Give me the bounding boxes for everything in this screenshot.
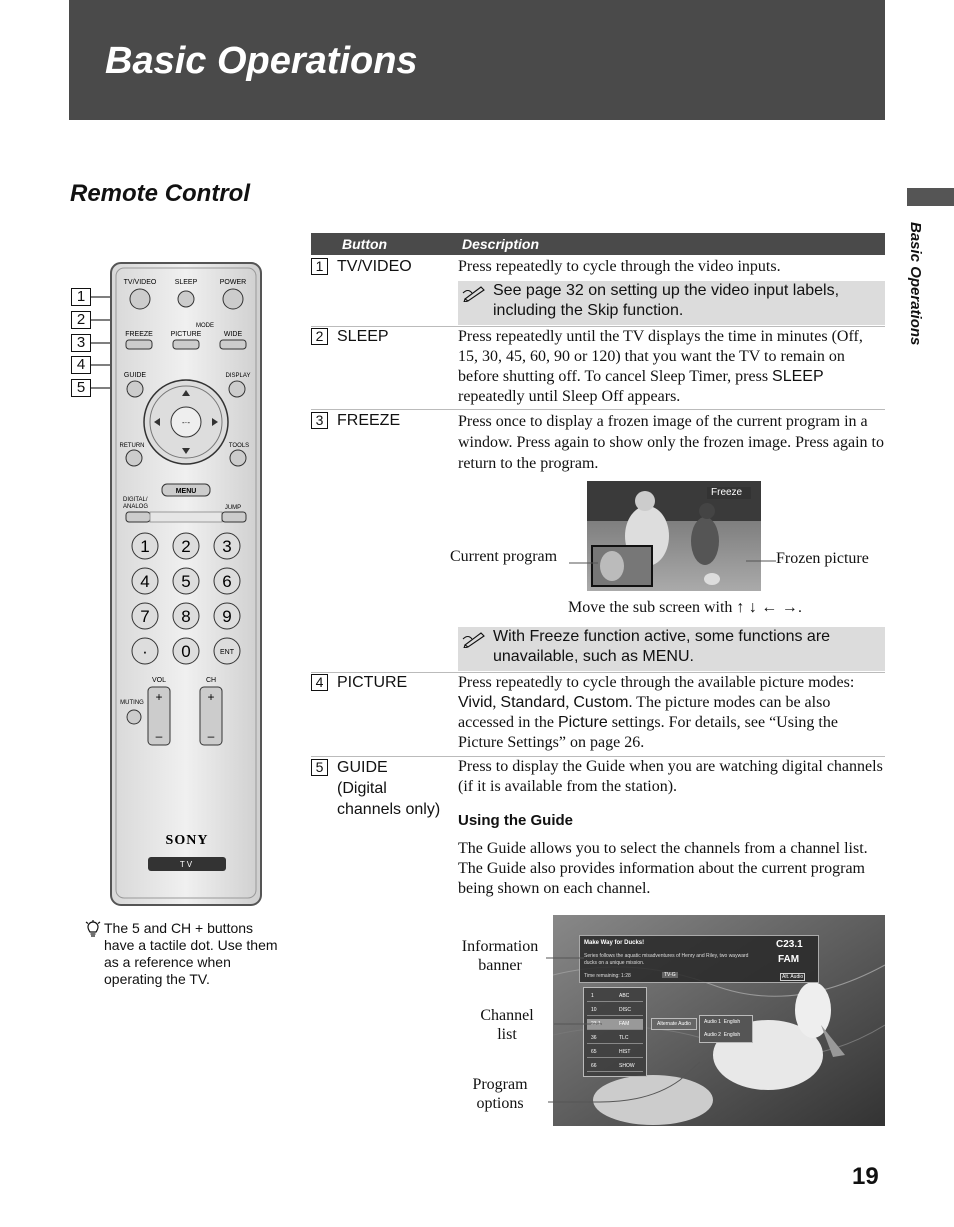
using-the-guide-heading: Using the Guide xyxy=(458,812,574,829)
lightbulb-icon xyxy=(85,920,101,938)
banner-time-remaining: Time remaining: 1:28 xyxy=(584,973,631,979)
audio-option-2: Audio 2 English xyxy=(704,1032,741,1038)
remote-label-freeze: FREEZE xyxy=(125,331,153,338)
number-key-label: 2 xyxy=(181,537,191,556)
description-picture: Press repeatedly to cycle through the available picture modes: Vivid, Standard, Custom. The picture modes can be also accessed in the Picture settings. For details, see “Using the Picture Settings” on page 26. xyxy=(458,674,855,751)
button-name-guide: GUIDE xyxy=(337,759,388,776)
guide-leader-lines xyxy=(540,950,740,1110)
freeze-indicator: Freeze xyxy=(711,487,743,498)
remote-label-mode: MODE xyxy=(196,323,214,329)
alternate-audio-option[interactable]: Alternate Audio xyxy=(651,1018,697,1030)
remote-label-picture: PICTURE xyxy=(170,331,202,338)
callout-5: 5 xyxy=(71,379,91,397)
channel-plus-label: + xyxy=(207,690,215,704)
banner-synopsis: Series follows the aquatic misadventures of Henry and Riley, two wayward ducks on a unique mission. xyxy=(584,953,749,966)
label-frozen-picture: Frozen picture xyxy=(776,550,869,567)
muting-button[interactable] xyxy=(127,710,141,724)
channel-list-item[interactable]: 65 HIST xyxy=(587,1047,643,1058)
banner-channel: C23.1 xyxy=(776,939,803,950)
banner-rating: TV-G xyxy=(664,972,676,978)
section-title: Remote Control xyxy=(70,180,250,207)
number-key-label: 1 xyxy=(140,537,150,556)
note-text: With Freeze function active, some functions are unavailable, such as MENU. xyxy=(493,628,831,665)
channel-list-item[interactable]: 23.1 FAM xyxy=(587,1019,643,1030)
row-number-5: 5 xyxy=(311,759,328,776)
label-channel-list: Channel list xyxy=(480,1007,534,1043)
audio-option-1: Audio 1 English xyxy=(704,1019,741,1025)
description-freeze: Press once to display a frozen image of the current program in a window. Press again to show only the frozen image. Press again to return to the program. xyxy=(458,413,884,472)
button-name-sleep: SLEEP xyxy=(337,328,389,345)
banner-program-title: Make Way for Ducks! xyxy=(584,940,645,946)
channel-list-item[interactable]: 10 DISC xyxy=(587,1005,643,1016)
remote-label-vol: VOL xyxy=(151,677,167,684)
volume-plus-label: + xyxy=(155,690,163,704)
wide-button[interactable] xyxy=(220,340,246,349)
number-key-label: 5 xyxy=(181,572,191,591)
jump-button[interactable] xyxy=(222,512,246,522)
chapter-header xyxy=(69,0,885,120)
number-key-label: 4 xyxy=(140,572,150,591)
callout-3: 3 xyxy=(71,334,91,352)
banner-station: FAM xyxy=(778,954,800,965)
callout-2: 2 xyxy=(71,311,91,329)
sony-logo: SONY xyxy=(165,833,209,848)
button-name-guide-qualifier-1: (Digital xyxy=(337,780,387,797)
side-section-label: Basic Operations xyxy=(907,222,924,346)
remote-label-guide: GUIDE xyxy=(123,372,147,379)
sleep-button[interactable] xyxy=(178,291,194,307)
page-number: 19 xyxy=(852,1163,879,1190)
button-name-tv-video: TV/VIDEO xyxy=(337,258,412,275)
channel-list-item[interactable]: 1 ABC xyxy=(587,991,643,1002)
digital-analog-button[interactable] xyxy=(126,512,150,522)
callout-4: 4 xyxy=(71,356,91,374)
row-number-2: 2 xyxy=(311,328,328,345)
label-information-banner: Information banner xyxy=(461,938,539,974)
freeze-button[interactable] xyxy=(126,340,152,349)
description-tv-video: Press repeatedly to cycle through the video inputs. xyxy=(458,258,781,275)
number-key-label: ENT xyxy=(220,649,234,656)
remote-label-digital-analog: DIGITAL/ ANALOG xyxy=(123,497,149,510)
button-name-guide-qualifier-2: channels only) xyxy=(337,801,441,818)
number-key-label: 9 xyxy=(222,607,232,626)
remote-label-ch: CH xyxy=(205,677,217,684)
number-key-label: 8 xyxy=(181,607,191,626)
row-number-1: 1 xyxy=(311,258,328,275)
picture-button[interactable] xyxy=(173,340,199,349)
number-key-label: 0 xyxy=(181,642,191,661)
display-button[interactable] xyxy=(229,381,245,397)
number-key-label: 7 xyxy=(140,607,150,626)
number-key-label: 6 xyxy=(222,572,232,591)
note-pencil-icon xyxy=(462,284,488,302)
banner-alt-audio: Alt. Audio xyxy=(782,974,804,980)
channel-minus-label: – xyxy=(207,729,215,743)
row-number-4: 4 xyxy=(311,674,328,691)
note-freeze xyxy=(458,627,885,671)
note-tv-video xyxy=(458,281,885,325)
number-key-label: 3 xyxy=(222,537,232,556)
button-name-picture: PICTURE xyxy=(337,674,408,691)
column-header-button: Button xyxy=(342,236,388,252)
freeze-leader-lines xyxy=(568,555,778,567)
callout-1: 1 xyxy=(71,288,91,306)
channel-list-item[interactable]: 36 TLC xyxy=(587,1033,643,1044)
tv-badge: TV xyxy=(179,860,195,869)
button-name-freeze: FREEZE xyxy=(337,412,401,429)
row-number-3: 3 xyxy=(311,412,328,429)
note-pencil-icon xyxy=(462,630,488,648)
side-tab-marker xyxy=(907,188,954,206)
remote-label-tv-video: TV/VIDEO xyxy=(123,279,157,286)
volume-minus-label: – xyxy=(155,729,163,743)
remote-label-jump: JUMP xyxy=(224,505,242,511)
remote-label-muting: MUTING xyxy=(120,700,144,706)
chapter-title: Basic Operations xyxy=(105,40,418,82)
channel-list-item[interactable]: 66 SHOW xyxy=(587,1061,643,1072)
column-header-description: Description xyxy=(462,236,540,252)
select-dot-icon: -·- xyxy=(182,418,190,427)
using-the-guide-text: The Guide allows you to select the channels from a channel list. The Guide also provides information about the current program being shown on each channel. xyxy=(458,840,868,897)
power-button[interactable] xyxy=(223,289,243,309)
remote-label-wide: WIDE xyxy=(223,331,243,338)
remote-label-tools: TOOLS xyxy=(228,443,250,449)
move-sub-screen-text: Move the sub screen with ↑ ↓ ← →. xyxy=(568,599,803,616)
tv-video-button[interactable] xyxy=(130,289,150,309)
description-sleep: Press repeatedly until the TV displays the time in minutes (Off, 15, 30, 45, 60, 90 or 120) that you want the TV to remain on before shutting off. To cancel Sleep Timer, press SLEEP repeatedly until Sleep Off appears. xyxy=(458,328,863,405)
arrow-keys-icon: ↑ ↓ ← →. xyxy=(736,599,803,616)
remote-control-illustration xyxy=(110,262,262,906)
tip-text: The 5 and CH + buttons have a tactile dot. Use them as a reference when operating the TV. xyxy=(104,920,278,987)
description-guide: Press to display the Guide when you are watching digital channels (if it is available from the station). xyxy=(458,758,883,795)
tools-button[interactable] xyxy=(230,450,246,466)
return-button[interactable] xyxy=(126,450,142,466)
number-key-label: · xyxy=(142,642,148,661)
remote-label-power: POWER xyxy=(219,279,247,286)
table-header xyxy=(311,233,885,255)
note-text: See page 32 on setting up the video input labels, including the Skip function. xyxy=(493,282,840,319)
remote-label-sleep: SLEEP xyxy=(174,279,198,286)
freeze-screen-photo xyxy=(587,481,761,591)
guide-button[interactable] xyxy=(127,381,143,397)
label-current-program: Current program xyxy=(450,548,558,565)
remote-label-menu: MENU xyxy=(175,488,197,495)
label-program-options: Program options xyxy=(472,1076,528,1112)
remote-label-return: RETURN xyxy=(119,443,145,449)
remote-label-display: DISPLAY xyxy=(225,373,251,379)
